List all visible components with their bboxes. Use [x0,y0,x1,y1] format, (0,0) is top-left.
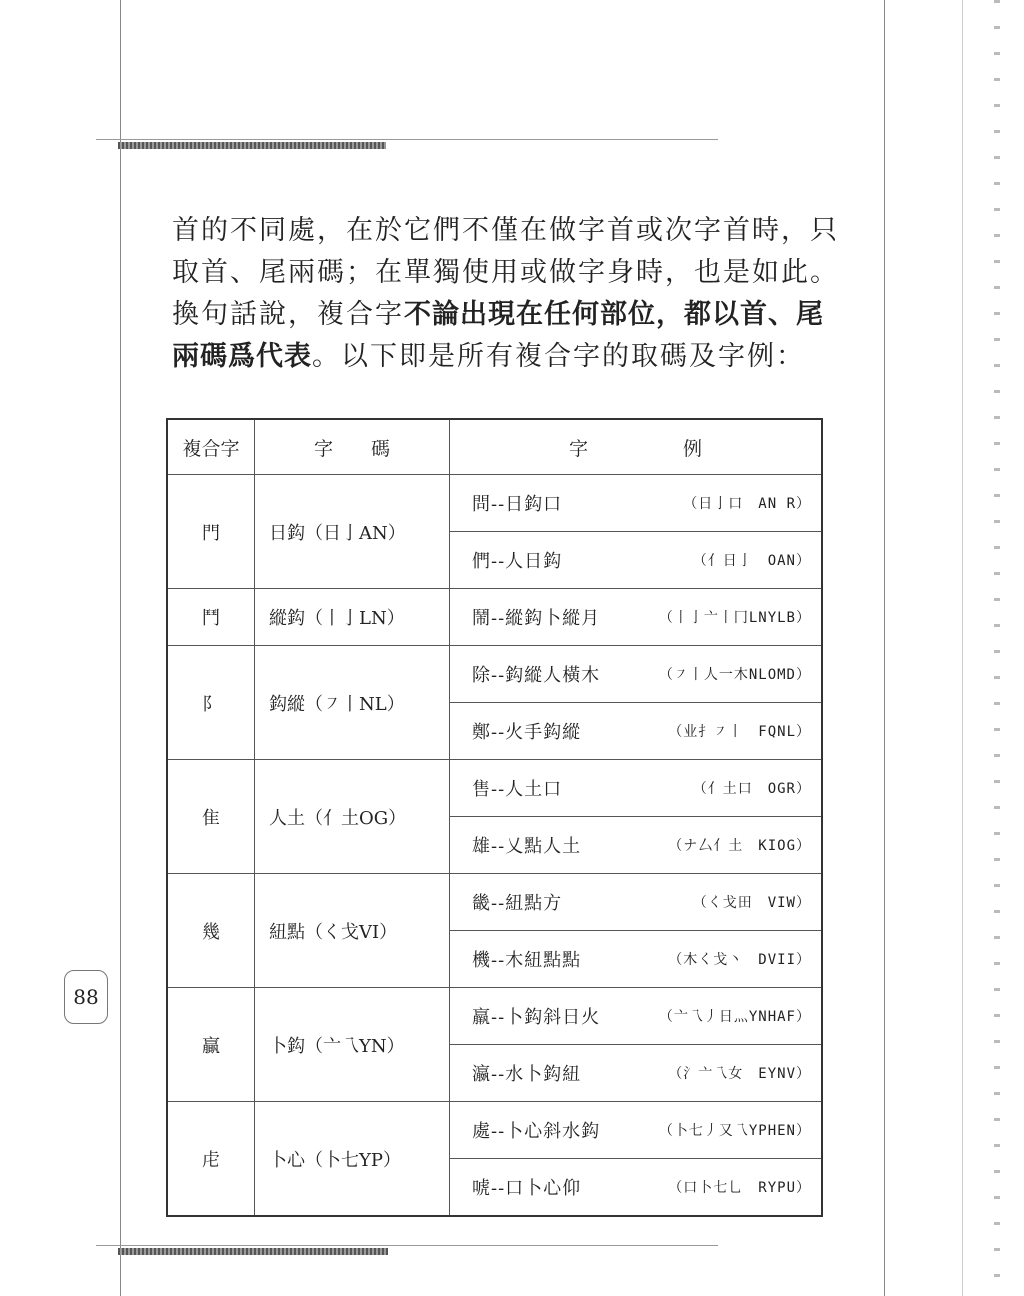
example-cell [450,988,823,1045]
bottom-rule [96,1245,718,1246]
example-cell [450,532,823,589]
paragraph-line-1: 首的不同處，在於它們不僅在做字首或次字首時，只 [172,215,839,246]
top-rule [96,139,718,140]
perforation-guide [994,0,1000,1296]
example-cell [450,1102,823,1159]
example-cell [450,1045,823,1102]
table-row [167,874,822,931]
table-row [167,1102,822,1159]
compound-char-cell: 隹 [167,760,255,874]
header-code: 字 碼 [255,419,450,475]
compound-character-table [166,418,823,1217]
table-row [167,646,822,703]
paragraph-emphasis-2: 兩碼爲代表 [172,341,312,372]
table-row [167,760,822,817]
right-margin-line [884,0,885,1296]
example-code: （亻日亅 OAN） [692,553,811,569]
example-code: （㇇丨人一木NLOMD） [658,667,811,683]
example-breakdown: 羸--卜鈎斜日火 [472,1007,601,1028]
example-code: （く戈田 VIW） [692,895,811,911]
paragraph-line-4b: 。以下即是所有複合字的取碼及字例： [312,341,805,372]
example-breakdown: 們--人日鈎 [472,551,563,572]
compound-char-cell: 阝 [167,646,255,760]
example-breakdown: 問--日鈎口 [472,494,563,515]
example-code: （丨亅亠丨冂LNYLB） [658,610,811,626]
example-cell [450,475,823,532]
compound-char-cell: 贏 [167,988,255,1102]
code-cell: 日鈎（日亅AN） [255,475,450,589]
code-cell: 紐點（く戈VI） [255,874,450,988]
table-row [167,589,822,646]
example-code: （ナ厶亻土 KIOG） [668,838,811,854]
paragraph-line-2: 取首、尾兩碼；在單獨使用或做字身時，也是如此。 [172,257,839,288]
compound-char-cell: 虍 [167,1102,255,1217]
bottom-footer-bar [118,1248,388,1255]
example-breakdown: 除--鈎縱人橫木 [472,665,601,686]
example-code: （亠乁丿日灬YNHAF） [658,1009,811,1025]
code-cell: 人土（亻土OG） [255,760,450,874]
example-breakdown: 瀛--水卜鈎紐 [472,1064,582,1085]
example-cell [450,703,823,760]
table-body [167,475,822,1217]
top-header-bar [118,142,386,149]
example-cell [450,931,823,988]
example-cell [450,1159,823,1217]
code-cell: 鈎縱（㇇丨NL） [255,646,450,760]
code-cell: 縱鈎（丨亅LN） [255,589,450,646]
example-cell [450,817,823,874]
example-code: （口卜七乚 RYPU） [668,1180,811,1196]
code-cell: 卜心（卜七YP） [255,1102,450,1217]
table-row [167,475,822,532]
table-row [167,988,822,1045]
header-examples: 字 例 [450,419,823,475]
code-cell: 卜鈎（亠乁YN） [255,988,450,1102]
example-code: （木く戈丶 DVII） [668,952,811,968]
header-compound-char: 複合字 [167,419,255,475]
example-breakdown: 鬧--縱鈎卜縱月 [472,608,601,629]
example-code: （卜七丿又乁YPHEN） [658,1123,811,1139]
example-code: （氵亠乁女 EYNV） [668,1066,811,1082]
example-cell [450,874,823,931]
compound-char-cell: 門 [167,475,255,589]
example-breakdown: 鄭--火手鈎縱 [472,722,582,743]
example-breakdown: 售--人土口 [472,779,563,800]
example-code: （业扌㇇丨 FQNL） [668,724,811,740]
example-code: （日亅口 AN R） [683,496,811,512]
example-breakdown: 唬--口卜心仰 [472,1178,582,1199]
example-cell [450,589,823,646]
paragraph-emphasis-1: 不論出現在任何部位，都以首、尾 [404,299,824,330]
outer-margin-line [962,0,963,1296]
example-cell [450,760,823,817]
example-breakdown: 雄--乂點人土 [472,836,582,857]
example-cell [450,646,823,703]
compound-char-cell: 幾 [167,874,255,988]
example-breakdown: 畿--紐點方 [472,893,563,914]
page-number: 88 [64,970,108,1024]
paragraph-line-3a: 換句話說，複合字 [172,299,404,330]
body-paragraph [172,210,842,378]
example-code: （亻土口 OGR） [692,781,811,797]
example-breakdown: 機--木紐點點 [472,950,582,971]
left-margin-line [120,0,121,1296]
example-breakdown: 處--卜心斜水鈎 [472,1121,601,1142]
compound-char-cell: 鬥 [167,589,255,646]
